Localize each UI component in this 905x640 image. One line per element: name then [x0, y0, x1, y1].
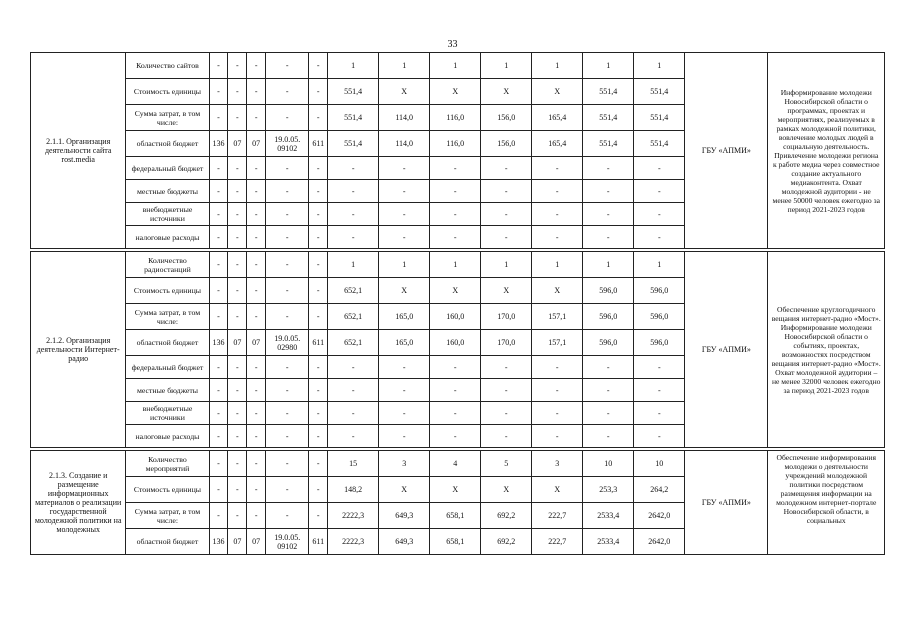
value-cell: 5 — [481, 451, 532, 477]
value-cell: - — [583, 425, 634, 448]
value-cell: 649,3 — [379, 503, 430, 529]
value-cell: - — [430, 402, 481, 425]
value-cell: Х — [430, 79, 481, 105]
value-cell: - — [309, 105, 328, 131]
value-cell: - — [309, 379, 328, 402]
value-cell: 658,1 — [430, 503, 481, 529]
value-cell: 652,1 — [328, 330, 379, 356]
value-cell: 596,0 — [634, 330, 685, 356]
value-cell: - — [266, 180, 309, 203]
value-cell: - — [209, 477, 228, 503]
value-cell: 551,4 — [328, 131, 379, 157]
value-cell: 551,4 — [328, 79, 379, 105]
value-cell: - — [209, 278, 228, 304]
value-cell: 551,4 — [634, 105, 685, 131]
value-cell: 165,0 — [379, 304, 430, 330]
value-cell: - — [309, 356, 328, 379]
expected-result-cell: Обеспечение круглогодичного вещания интернет-радио «Мост». Информирование молодежи Новосибирской области о событиях, проектах, возможностях посредством вещания интернет-радио «Мост». Охват молодежной аудитории – не менее 32000 человек ежегодно за период 2021-2023 годов — [768, 252, 885, 448]
value-cell: - — [266, 278, 309, 304]
value-cell: 611 — [309, 529, 328, 555]
value-cell: 114,0 — [379, 131, 430, 157]
expected-result-cell: Обеспечение информирования молодежи о деятельности учреждений молодежной политики посредством размещения информации на молодежном интернет-портале Новосибирской области, в социальных — [768, 451, 885, 555]
value-cell: - — [634, 226, 685, 249]
value-cell: Х — [481, 79, 532, 105]
value-cell: - — [532, 402, 583, 425]
value-cell: - — [430, 379, 481, 402]
value-cell: 1 — [328, 252, 379, 278]
value-cell: - — [583, 180, 634, 203]
value-cell: 222,7 — [532, 529, 583, 555]
value-cell: 07 — [247, 131, 266, 157]
value-cell: 596,0 — [583, 278, 634, 304]
value-cell: - — [228, 79, 247, 105]
value-cell: 551,4 — [583, 105, 634, 131]
value-cell: - — [228, 503, 247, 529]
value-cell: - — [309, 226, 328, 249]
budget-table — [30, 52, 885, 555]
value-cell: - — [228, 53, 247, 79]
value-cell: - — [481, 157, 532, 180]
value-cell: - — [228, 356, 247, 379]
value-cell: - — [481, 180, 532, 203]
executor-cell: ГБУ «АПМИ» — [685, 252, 768, 448]
value-cell: - — [634, 402, 685, 425]
value-cell: - — [228, 451, 247, 477]
value-cell: - — [481, 379, 532, 402]
value-cell: Х — [532, 477, 583, 503]
value-cell: 596,0 — [634, 278, 685, 304]
value-cell: - — [379, 425, 430, 448]
value-cell: - — [209, 356, 228, 379]
value-cell: - — [266, 53, 309, 79]
value-cell: - — [532, 379, 583, 402]
value-cell: - — [328, 226, 379, 249]
value-cell: - — [247, 252, 266, 278]
value-cell: 19.0.05. 09102 — [266, 529, 309, 555]
value-cell: - — [532, 226, 583, 249]
value-cell: - — [634, 356, 685, 379]
value-cell: 2222,3 — [328, 503, 379, 529]
value-cell: 1 — [583, 53, 634, 79]
value-cell: - — [209, 53, 228, 79]
indicator-cell: Сумма затрат, в том числе: — [126, 503, 209, 529]
value-cell: - — [430, 425, 481, 448]
value-cell: 652,1 — [328, 304, 379, 330]
value-cell: 658,1 — [430, 529, 481, 555]
value-cell: - — [266, 477, 309, 503]
value-cell: - — [430, 226, 481, 249]
value-cell: 165,4 — [532, 131, 583, 157]
value-cell: - — [247, 356, 266, 379]
value-cell: Х — [430, 477, 481, 503]
value-cell: - — [309, 252, 328, 278]
value-cell: 611 — [309, 330, 328, 356]
value-cell: - — [247, 379, 266, 402]
indicator-cell: федеральный бюджет — [126, 157, 209, 180]
value-cell: 596,0 — [634, 304, 685, 330]
value-cell: - — [309, 180, 328, 203]
value-cell: - — [228, 203, 247, 226]
indicator-cell: налоговые расходы — [126, 226, 209, 249]
value-cell: 165,0 — [379, 330, 430, 356]
value-cell: - — [328, 379, 379, 402]
expected-result-cell: Информирование молодежи Новосибирской области о программах, проектах и мероприятиях, реализуемых в рамках молодежной политики, вовлечение молодых людей в социальную деятельность. Привлечение молодежи региона к работе медиа через совместное создание актуального медиаконтента. Охват молодежной аудитории - не менее 50000 человек ежегодно за период 2021-2023 годов — [768, 53, 885, 249]
value-cell: - — [583, 356, 634, 379]
activity-name-cell: 2.1.2. Организация деятельности Интернет-радио — [31, 252, 126, 448]
value-cell: - — [209, 425, 228, 448]
value-cell: - — [481, 356, 532, 379]
value-cell: - — [228, 157, 247, 180]
value-cell: 2642,0 — [634, 503, 685, 529]
activity-name-cell: 2.1.1. Организация деятельности сайта rost.media — [31, 53, 126, 249]
value-cell: - — [228, 278, 247, 304]
value-cell: - — [309, 53, 328, 79]
value-cell: - — [266, 304, 309, 330]
value-cell: Х — [379, 477, 430, 503]
value-cell: Х — [481, 278, 532, 304]
value-cell: - — [430, 356, 481, 379]
value-cell: - — [266, 157, 309, 180]
value-cell: - — [209, 157, 228, 180]
page-number: 33 — [447, 39, 458, 50]
value-cell: 652,1 — [328, 278, 379, 304]
value-cell: 1 — [379, 252, 430, 278]
value-cell: - — [583, 402, 634, 425]
value-cell: 1 — [583, 252, 634, 278]
value-cell: 157,1 — [532, 330, 583, 356]
value-cell: - — [309, 425, 328, 448]
value-cell: 1 — [430, 53, 481, 79]
value-cell: 551,4 — [634, 131, 685, 157]
value-cell: 170,0 — [481, 304, 532, 330]
value-cell: 136 — [209, 131, 228, 157]
value-cell: - — [228, 180, 247, 203]
value-cell: - — [247, 105, 266, 131]
value-cell: - — [309, 304, 328, 330]
indicator-cell: Сумма затрат, в том числе: — [126, 304, 209, 330]
indicator-cell: местные бюджеты — [126, 180, 209, 203]
value-cell: 551,4 — [583, 79, 634, 105]
value-cell: - — [379, 379, 430, 402]
value-cell: - — [266, 379, 309, 402]
indicator-cell: областной бюджет — [126, 529, 209, 555]
value-cell: - — [481, 425, 532, 448]
value-cell: - — [634, 157, 685, 180]
value-cell: - — [481, 226, 532, 249]
value-cell: - — [328, 356, 379, 379]
value-cell: 551,4 — [328, 105, 379, 131]
value-cell: - — [228, 304, 247, 330]
value-cell: - — [532, 356, 583, 379]
value-cell: - — [430, 157, 481, 180]
value-cell: - — [309, 451, 328, 477]
indicator-cell: федеральный бюджет — [126, 356, 209, 379]
value-cell: - — [247, 53, 266, 79]
value-cell: - — [247, 402, 266, 425]
value-cell: Х — [481, 477, 532, 503]
value-cell: - — [209, 252, 228, 278]
value-cell: - — [328, 402, 379, 425]
value-cell: - — [583, 379, 634, 402]
value-cell: 10 — [634, 451, 685, 477]
value-cell: - — [532, 425, 583, 448]
value-cell: - — [379, 226, 430, 249]
value-cell: 19.0.05. 09102 — [266, 131, 309, 157]
value-cell: - — [309, 79, 328, 105]
value-cell: 157,1 — [532, 304, 583, 330]
executor-cell: ГБУ «АПМИ» — [685, 53, 768, 249]
value-cell: - — [209, 402, 228, 425]
value-cell: - — [209, 79, 228, 105]
value-cell: - — [247, 304, 266, 330]
value-cell: 170,0 — [481, 330, 532, 356]
indicator-cell: налоговые расходы — [126, 425, 209, 448]
value-cell: 551,4 — [583, 131, 634, 157]
table-row — [31, 53, 885, 79]
value-cell: - — [634, 180, 685, 203]
value-cell: - — [266, 226, 309, 249]
value-cell: - — [266, 356, 309, 379]
value-cell: - — [247, 157, 266, 180]
value-cell: 07 — [247, 529, 266, 555]
budget-table-body — [31, 53, 885, 555]
indicator-cell: областной бюджет — [126, 330, 209, 356]
value-cell: - — [266, 203, 309, 226]
value-cell: - — [634, 203, 685, 226]
value-cell: - — [481, 402, 532, 425]
value-cell: 4 — [430, 451, 481, 477]
indicator-cell: местные бюджеты — [126, 379, 209, 402]
value-cell: - — [266, 252, 309, 278]
value-cell: 07 — [228, 529, 247, 555]
value-cell: 160,0 — [430, 330, 481, 356]
value-cell: - — [228, 379, 247, 402]
table-row — [31, 252, 885, 278]
value-cell: 1 — [532, 53, 583, 79]
value-cell: - — [247, 79, 266, 105]
value-cell: - — [634, 425, 685, 448]
value-cell: 148,2 — [328, 477, 379, 503]
value-cell: Х — [532, 79, 583, 105]
value-cell: - — [583, 157, 634, 180]
value-cell: - — [228, 226, 247, 249]
value-cell: 2642,0 — [634, 529, 685, 555]
value-cell: - — [228, 402, 247, 425]
value-cell: 253,3 — [583, 477, 634, 503]
value-cell: - — [532, 203, 583, 226]
value-cell: - — [309, 477, 328, 503]
value-cell: - — [247, 451, 266, 477]
value-cell: - — [228, 252, 247, 278]
value-cell: - — [209, 379, 228, 402]
value-cell: 222,7 — [532, 503, 583, 529]
value-cell: 3 — [379, 451, 430, 477]
value-cell: 1 — [481, 53, 532, 79]
value-cell: - — [309, 402, 328, 425]
value-cell: - — [247, 477, 266, 503]
value-cell: - — [532, 157, 583, 180]
value-cell: - — [379, 180, 430, 203]
value-cell: 07 — [247, 330, 266, 356]
value-cell: 19.0.05. 02980 — [266, 330, 309, 356]
value-cell: - — [247, 503, 266, 529]
value-cell: - — [379, 356, 430, 379]
value-cell: 3 — [532, 451, 583, 477]
value-cell: - — [266, 402, 309, 425]
indicator-cell: Количество мероприятий — [126, 451, 209, 477]
value-cell: - — [209, 226, 228, 249]
value-cell: - — [209, 105, 228, 131]
value-cell: - — [309, 278, 328, 304]
value-cell: 551,4 — [634, 79, 685, 105]
value-cell: 1 — [532, 252, 583, 278]
value-cell: - — [209, 304, 228, 330]
value-cell: 2222,3 — [328, 529, 379, 555]
value-cell: 15 — [328, 451, 379, 477]
value-cell: - — [583, 226, 634, 249]
value-cell: 1 — [634, 53, 685, 79]
value-cell: - — [309, 203, 328, 226]
value-cell: - — [379, 157, 430, 180]
indicator-cell: Стоимость единицы — [126, 278, 209, 304]
value-cell: 114,0 — [379, 105, 430, 131]
value-cell: 1 — [379, 53, 430, 79]
value-cell: Х — [430, 278, 481, 304]
indicator-cell: Количество радиостанций — [126, 252, 209, 278]
value-cell: 1 — [634, 252, 685, 278]
value-cell: - — [209, 503, 228, 529]
value-cell: 116,0 — [430, 131, 481, 157]
value-cell: - — [228, 477, 247, 503]
value-cell: 165,4 — [532, 105, 583, 131]
value-cell: - — [209, 203, 228, 226]
value-cell: - — [430, 203, 481, 226]
value-cell: 1 — [328, 53, 379, 79]
value-cell: - — [247, 180, 266, 203]
value-cell: - — [328, 157, 379, 180]
value-cell: - — [228, 105, 247, 131]
indicator-cell: Сумма затрат, в том числе: — [126, 105, 209, 131]
indicator-cell: внебюджетные источники — [126, 203, 209, 226]
value-cell: - — [228, 425, 247, 448]
value-cell: - — [266, 451, 309, 477]
activity-name-cell: 2.1.3. Создание и размещение информационных материалов о реализации государственной молодежной политики на молодежных — [31, 451, 126, 555]
value-cell: - — [634, 379, 685, 402]
value-cell: - — [266, 79, 309, 105]
indicator-cell: Стоимость единицы — [126, 79, 209, 105]
value-cell: - — [481, 203, 532, 226]
value-cell: 1 — [430, 252, 481, 278]
value-cell: - — [247, 226, 266, 249]
value-cell: - — [247, 425, 266, 448]
value-cell: 649,3 — [379, 529, 430, 555]
value-cell: - — [430, 180, 481, 203]
value-cell: 116,0 — [430, 105, 481, 131]
value-cell: 07 — [228, 131, 247, 157]
value-cell: - — [379, 402, 430, 425]
value-cell: 156,0 — [481, 105, 532, 131]
value-cell: 160,0 — [430, 304, 481, 330]
value-cell: - — [379, 203, 430, 226]
value-cell: 596,0 — [583, 330, 634, 356]
value-cell: - — [247, 278, 266, 304]
value-cell: 692,2 — [481, 503, 532, 529]
value-cell: - — [266, 425, 309, 448]
value-cell: - — [532, 180, 583, 203]
value-cell: - — [266, 503, 309, 529]
indicator-cell: Стоимость единицы — [126, 477, 209, 503]
value-cell: - — [328, 180, 379, 203]
value-cell: - — [209, 451, 228, 477]
indicator-cell: областной бюджет — [126, 131, 209, 157]
value-cell: Х — [379, 79, 430, 105]
value-cell: - — [583, 203, 634, 226]
value-cell: 692,2 — [481, 529, 532, 555]
executor-cell: ГБУ «АПМИ» — [685, 451, 768, 555]
value-cell: Х — [532, 278, 583, 304]
value-cell: - — [328, 203, 379, 226]
value-cell: - — [309, 157, 328, 180]
value-cell: - — [209, 180, 228, 203]
value-cell: 07 — [228, 330, 247, 356]
value-cell: - — [247, 203, 266, 226]
value-cell: Х — [379, 278, 430, 304]
value-cell: 10 — [583, 451, 634, 477]
value-cell: - — [328, 425, 379, 448]
indicator-cell: Количество сайтов — [126, 53, 209, 79]
value-cell: 264,2 — [634, 477, 685, 503]
value-cell: 156,0 — [481, 131, 532, 157]
value-cell: 611 — [309, 131, 328, 157]
indicator-cell: внебюджетные источники — [126, 402, 209, 425]
value-cell: 2533,4 — [583, 503, 634, 529]
value-cell: 2533,4 — [583, 529, 634, 555]
value-cell: - — [309, 503, 328, 529]
value-cell: 1 — [481, 252, 532, 278]
value-cell: - — [266, 105, 309, 131]
value-cell: 596,0 — [583, 304, 634, 330]
value-cell: 136 — [209, 529, 228, 555]
table-row — [31, 451, 885, 477]
value-cell: 136 — [209, 330, 228, 356]
